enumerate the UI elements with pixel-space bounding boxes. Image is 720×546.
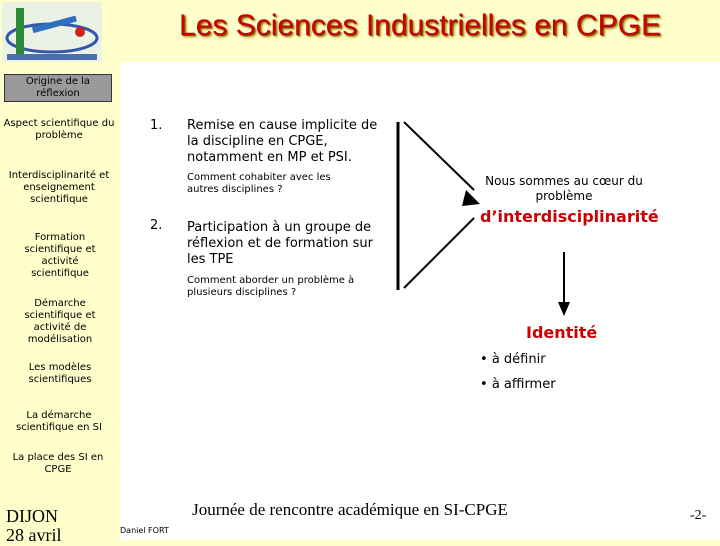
bullet-icon: • (480, 352, 488, 367)
footer-date: 28 avril (6, 525, 62, 545)
identity-bullet (480, 352, 546, 368)
footer-city (6, 506, 62, 546)
point-2-text: Participation à un groupe de réflexion et de formation sur les TPE (187, 220, 373, 267)
footer-city-name: DIJON (6, 506, 58, 526)
page-title: Les Sciences Industrielles en CPGE (179, 9, 661, 42)
sidebar-item-demarche[interactable]: Démarche scientifique et activité de modélisation (24, 298, 96, 345)
footer-event: Journée de rencontre académique en SI-CPGE (192, 500, 508, 519)
page-number: -2- (690, 508, 707, 523)
sidebar-item-place-si[interactable]: La place des SI en CPGE (12, 452, 104, 475)
point-1-text: Remise en cause implicite de la discipline en CPGE, notamment en MP et PSI. (187, 118, 378, 165)
sidebar-item-origine[interactable]: Origine de la réflexion (4, 74, 112, 102)
footer-author: Daniel FORT (120, 526, 169, 535)
identity-bullet-text: à définir (491, 352, 546, 367)
sidebar-item-aspect[interactable]: Aspect scientifique du problème (3, 118, 115, 141)
identity-bullet-text: à affirmer (491, 377, 556, 392)
point-1-number: 1. (150, 118, 163, 133)
sidebar-item-interdisciplinarite[interactable]: Interdisciplinarité et enseignement scientifique (8, 170, 110, 205)
point-2-subtext: Comment aborder un problème à plusieurs disciplines ? (187, 275, 355, 298)
bullet-icon: • (480, 377, 488, 392)
point-1-subtext: Comment cohabiter avec les autres disciplines ? (187, 172, 331, 195)
identity-bullet (480, 377, 556, 393)
sidebar-item-modeles[interactable]: Les modèles scientifiques (28, 362, 92, 385)
point-2-number: 2. (150, 218, 163, 233)
sidebar-item-formation[interactable]: Formation scientifique et activité scientifique (24, 232, 96, 279)
conclusion-text: Nous sommes au cœur du problème (485, 174, 643, 203)
conclusion-highlight: d’interdisciplinarité (480, 207, 659, 226)
identity-label: Identité (526, 323, 598, 342)
sidebar-item-demarche-si[interactable]: La démarche scientifique en SI (16, 410, 102, 433)
